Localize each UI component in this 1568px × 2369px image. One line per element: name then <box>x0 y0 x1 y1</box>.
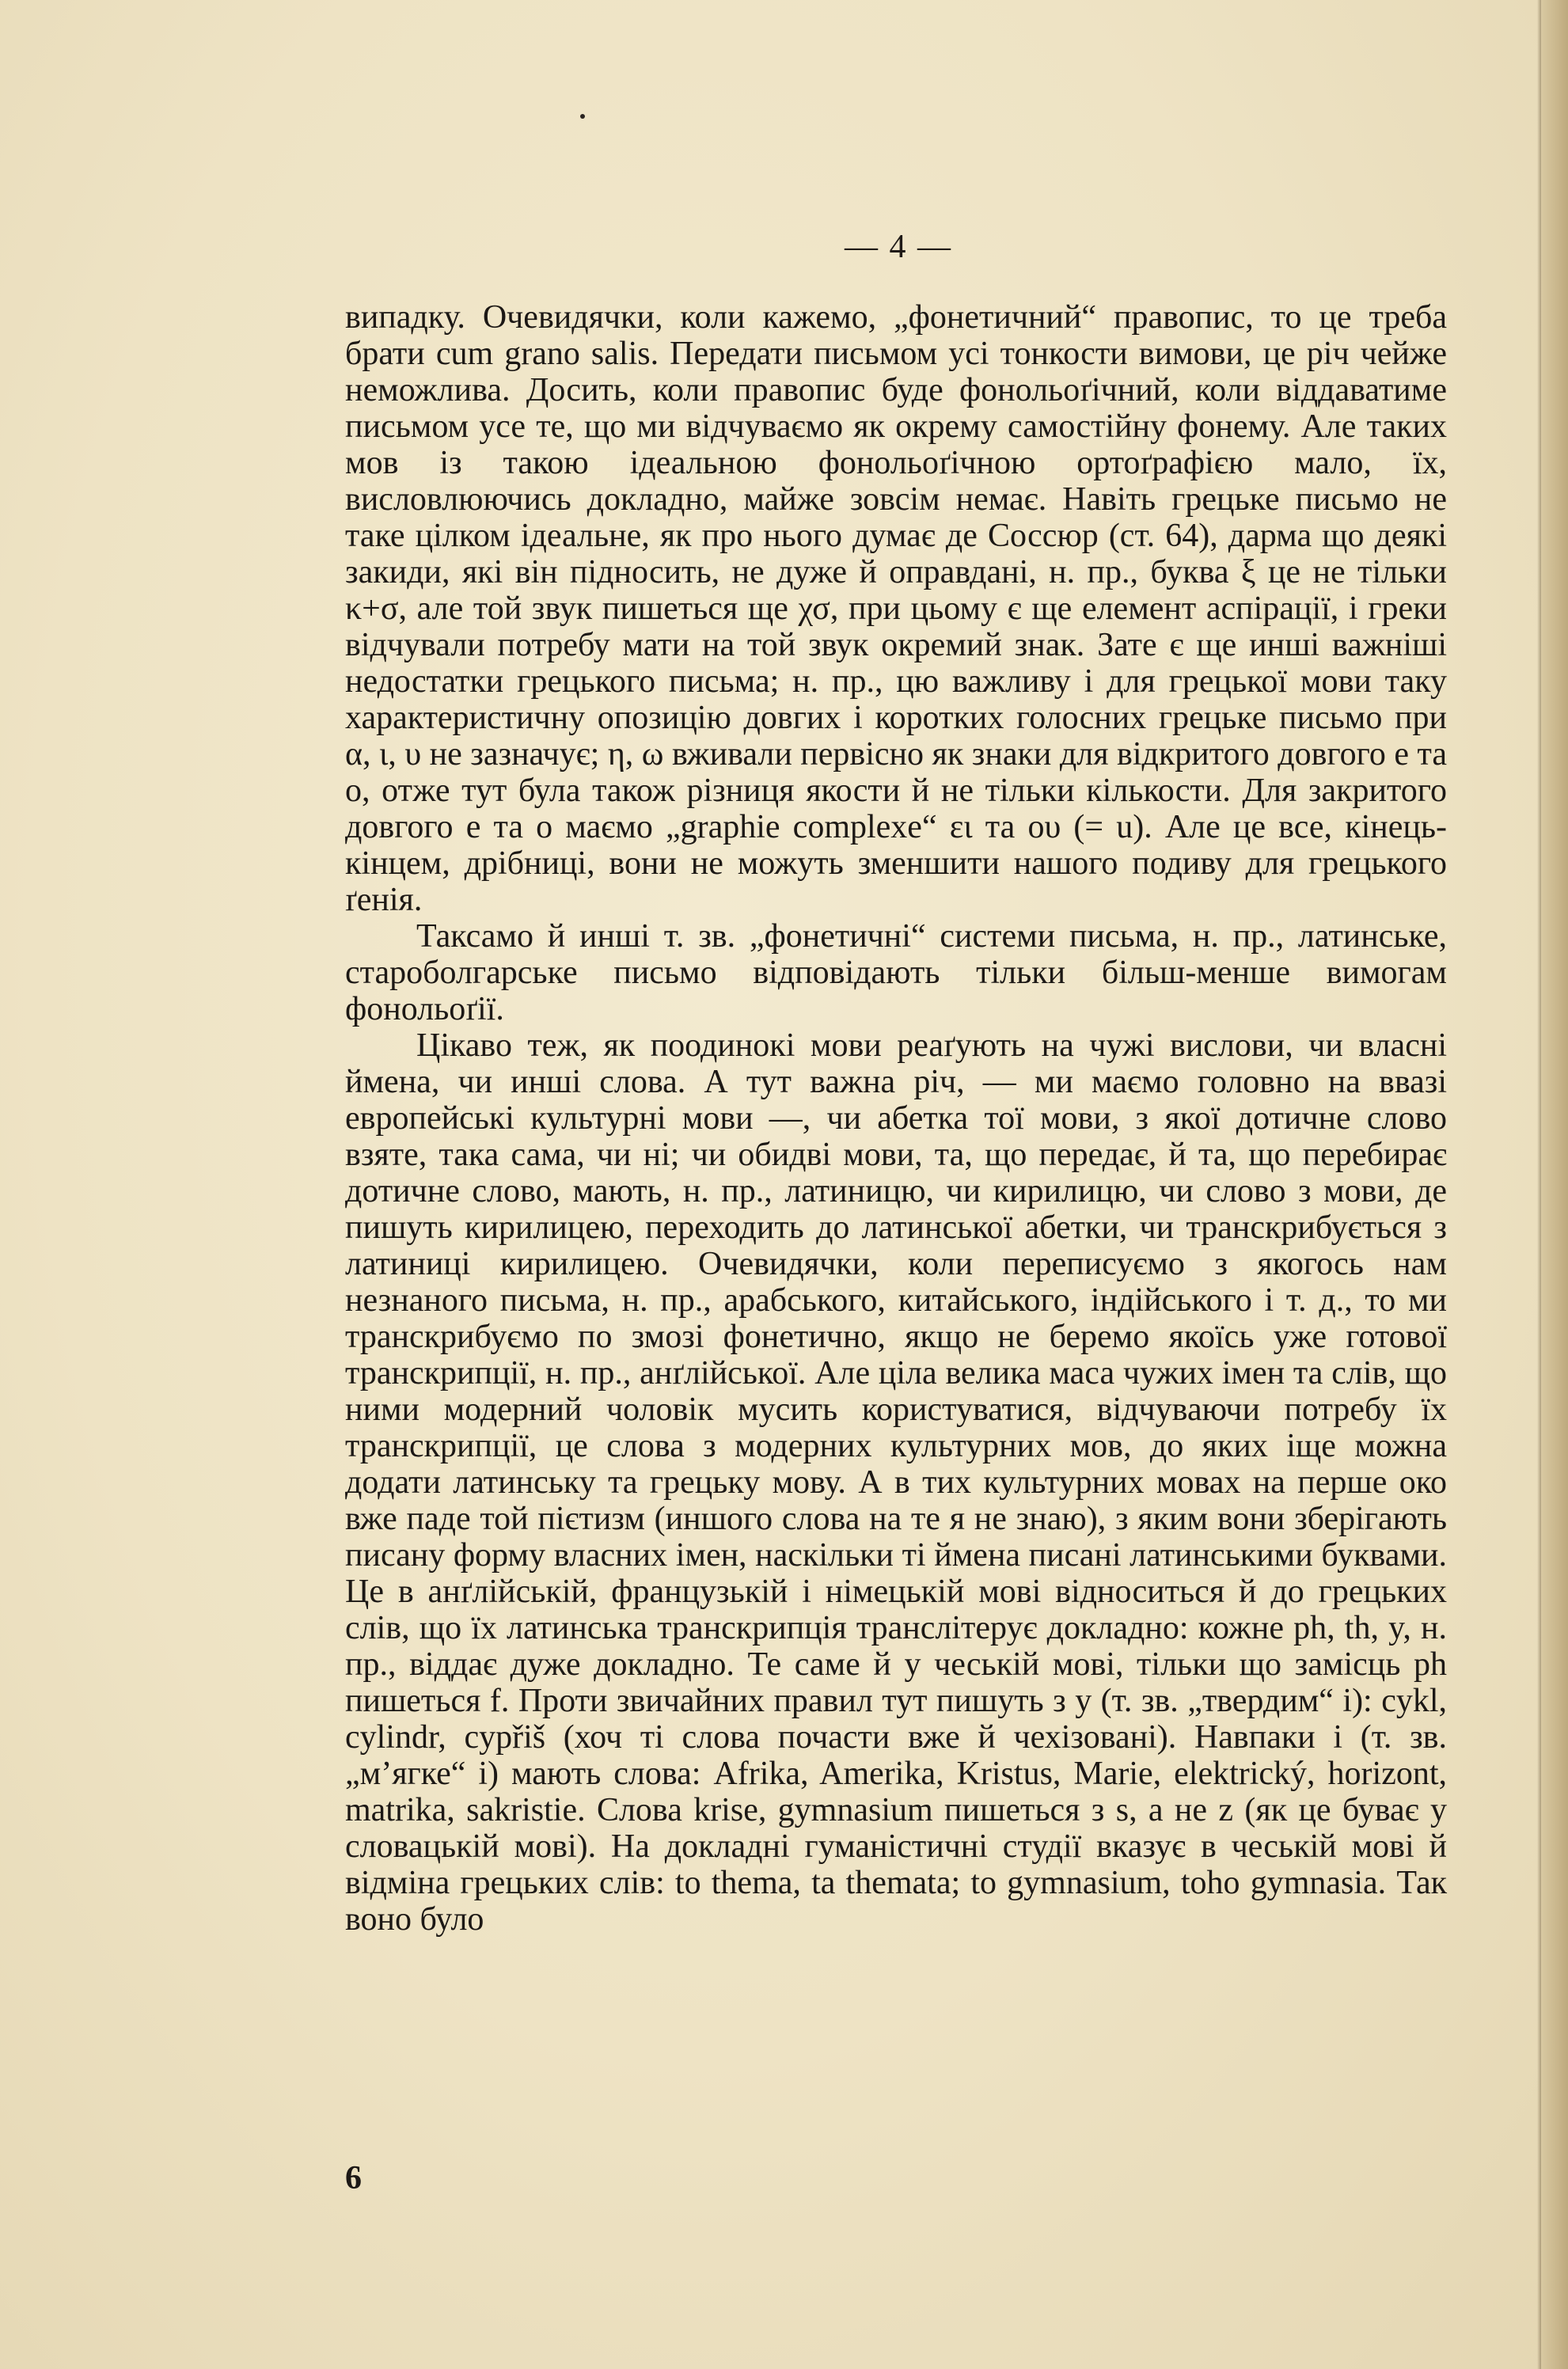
sheet-signature: 6 <box>345 2160 362 2196</box>
paragraph-1: випадку. Очевидячки, коли кажемо, „фонетичний“ правопис, то це треба брати cum grano salis. Передати письмом усі тонкости вимови, це річ чейже неможлива. Досить, коли правопис буде фонольоґічний, коли віддаватиме письмом усе те, що ми відчуваємо як окрему самостійну фонему. Але таких мов із такою ідеальною фонольоґічною ортоґрафією мало, їх, висловлюючись докладно, майже зовсім немає. Навіть грецьке письмо не таке цілком ідеальне, як про нього думає де Соссюр (ст. 64), дарма що деякі закиди, які він підносить, не дуже й оправдані, н. пр., буква ξ це не тільки κ+σ, але той звук пишеться ще χσ, при цьому є ще елемент аспірації, і греки відчували потребу мати на той звук окремий знак. Зате є ще инші важніші недостатки грецького письма; н. пр., цю важливу і для грецької мови таку характеристичну опозицію довгих і коротких голосних грецьке письмо при α, ι, υ не зазначує; η, ω вживали первісно як знаки для відкритого довгого е та о, отже тут була також різниця якости й не тільки кількости. Для закритого довгого е та о маємо „graphie complexe“ ει та ου (= u). Але це все, кінець-кінцем, дрібниці, вони не можуть зменшити нашого подиву для грецького ґенія. <box>345 299 1447 918</box>
book-spine-edge <box>1541 0 1568 2369</box>
paragraph-3: Цікаво теж, як поодинокі мови реаґують на чужі вислови, чи власні ймена, чи инші слова. А тут важна річ, — ми маємо головно на ввазі европейські культурні мови —, чи абетка тої мови, з якої дотичне слово взяте, така сама, чи ні; чи обидві мови, та, що передає, й та, що перебирає дотичне слово, мають, н. пр., латиницю, чи кирилицю, чи слово з мови, де пишуть кирилицею, переходить до латинської абетки, чи транскрибується з латиниці кирилицею. Очевидячки, коли переписуємо з якогось нам незнаного письма, н. пр., арабського, китайського, індійського і т. д., то ми транскрибуємо по змозі фонетично, якщо не беремо якоїсь уже готової транскрипції, н. пр., анґлійської. Але ціла велика маса чужих імен та слів, що ними модерний чоловік мусить користуватися, відчуваючи потребу їх транскрипції, це слова з модерних культурних мов, до яких іще можна додати латинську та грецьку мову. А в тих культурних мовах на перше око вже паде той пієтизм (иншого слова на те я не знаю), з яким вони зберігають писану форму власних імен, наскільки ті ймена писані латинськими буквами. Це в анґлійській, французькій і німецькій мові відноситься й до грецьких слів, що їх латинська транскрипція транслітерує докладно: кожне ph, th, y, н. пр., віддає дуже докладно. Те саме й у чеській мові, тільки що замісць ph пишеться f. Проти звичайних правил тут пишуть з y (т. зв. „твердим“ i): cykl, cylindr, cypřiš (хоч ті слова почасти вже й чехізовані). Навпаки i (т. зв. „м’ягке“ i) мають слова: Afrika, Amerika, Kristus, Marie, elektrický, horizont, matrika, sakristie. Слова krise, gymnasium пишеться з s, а не z (як це буває у словацькій мові). На докладні гуманістичні студії вказує в чеській мові й відміна грецьких слів: to thema, ta themata; to gymnasium, toho gymnasia. Так воно було <box>345 1027 1447 1938</box>
ink-speck <box>580 114 585 119</box>
body-text <box>345 299 1447 1938</box>
paragraph-2: Таксамо й инші т. зв. „фонетичні“ системи письма, н. пр., латинське, староболгарське письмо відповідають тільки більш-менше вимогам фонольоґії. <box>345 918 1447 1027</box>
page-shadow <box>1537 0 1541 2369</box>
page-number: — 4 — <box>845 229 952 265</box>
